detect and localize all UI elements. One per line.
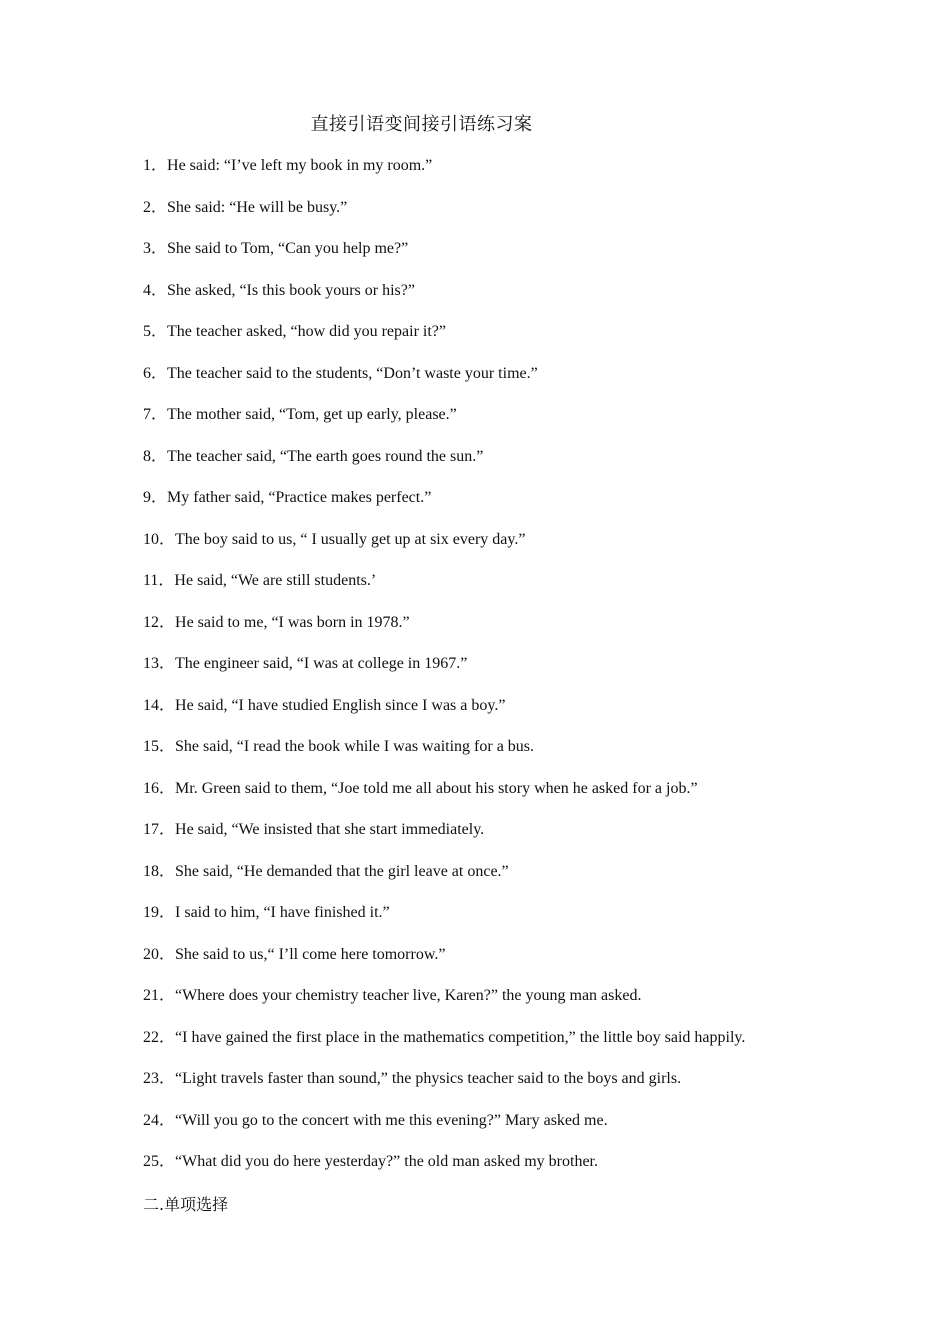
list-item (143, 155, 903, 197)
section-heading: 二.单项选择 (143, 1195, 229, 1214)
item-number: 15 ． (143, 736, 175, 758)
item-text: The teacher asked, “how did you repair it?” (167, 323, 446, 340)
item-text: “I have gained the first place in the mathematics competition,” the little boy said happily. (175, 1028, 746, 1046)
list-item (143, 487, 903, 529)
item-number: 25 ． (143, 1151, 175, 1173)
item-text: “Will you go to the concert with me this evening?” Mary asked me. (175, 1111, 608, 1129)
list-item (143, 446, 903, 488)
list-item (143, 1068, 903, 1110)
list-item (143, 902, 903, 944)
item-number: 6 ． (143, 363, 167, 385)
item-number: 10 ． (143, 529, 175, 551)
exercise-list (143, 155, 903, 1193)
item-number: 21 ． (143, 985, 175, 1007)
item-number: 22 ． (143, 1027, 175, 1049)
list-item (143, 695, 903, 737)
item-number: 17 ． (143, 819, 175, 841)
item-number: 14 ． (143, 695, 175, 717)
item-number: 20 ． (143, 944, 175, 966)
item-text: I said to him, “I have finished it.” (175, 904, 390, 921)
item-text: The boy said to us, “ I usually get up at six every day.” (175, 530, 526, 548)
item-text: The engineer said, “I was at college in 1967.” (175, 655, 468, 672)
item-text: The mother said, “Tom, get up early, please.” (167, 406, 457, 423)
item-number: 11 ． (143, 570, 174, 592)
item-number: 12 ． (143, 612, 175, 634)
item-number: 3 ． (143, 238, 167, 260)
item-text: “Where does your chemistry teacher live, Karen?” the young man asked. (175, 987, 642, 1004)
list-item (143, 1110, 903, 1152)
item-text: The teacher said, “The earth goes round the sun.” (167, 447, 484, 465)
item-text: He said, “I have studied English since I was a boy.” (175, 696, 506, 714)
item-number: 23 ． (143, 1068, 175, 1090)
list-item (143, 653, 903, 695)
item-number: 1 ． (143, 155, 167, 177)
list-item (143, 529, 903, 571)
page-title: 直接引语变间接引语练习案 (310, 114, 533, 135)
item-text: The teacher said to the students, “Don’t waste your time.” (167, 364, 538, 382)
item-text: My father said, “Practice makes perfect.” (167, 489, 432, 506)
list-item (143, 778, 903, 820)
list-item (143, 280, 903, 322)
item-text: She asked, “Is this book yours or his?” (167, 281, 415, 299)
list-item (143, 404, 903, 446)
list-item (143, 819, 903, 861)
list-item (143, 363, 903, 405)
item-text: “What did you do here yesterday?” the old man asked my brother. (175, 1153, 598, 1170)
list-item (143, 197, 903, 239)
item-text: He said, “We are still students.’ (174, 572, 377, 589)
item-text: She said to us,“ I’ll come here tomorrow.” (175, 945, 446, 963)
item-text: “Light travels faster than sound,” the physics teacher said to the boys and girls. (175, 1070, 682, 1087)
item-number: 4 ． (143, 280, 167, 302)
list-item (143, 736, 903, 778)
item-number: 2 ． (143, 197, 167, 219)
list-item (143, 1151, 903, 1193)
item-text: Mr. Green said to them, “Joe told me all about his story when he asked for a job.” (175, 779, 698, 797)
item-text: He said to me, “I was born in 1978.” (175, 613, 410, 631)
item-number: 19 ． (143, 902, 175, 924)
item-number: 16 ． (143, 778, 175, 800)
list-item (143, 944, 903, 986)
item-number: 9 ． (143, 487, 167, 509)
item-text: She said: “He will be busy.” (167, 198, 348, 216)
item-text: He said: “I’ve left my book in my room.” (167, 157, 433, 174)
item-number: 13 ． (143, 653, 175, 675)
list-item (143, 321, 903, 363)
list-item (143, 570, 903, 612)
item-number: 5 ． (143, 321, 167, 343)
item-number: 24 ． (143, 1110, 175, 1132)
list-item (143, 612, 903, 654)
item-text: He said, “We insisted that she start immediately. (175, 821, 485, 838)
list-item (143, 238, 903, 280)
list-item (143, 861, 903, 903)
item-text: She said to Tom, “Can you help me?” (167, 240, 409, 257)
item-text: She said, “I read the book while I was waiting for a bus. (175, 738, 535, 755)
item-text: She said, “He demanded that the girl leave at once.” (175, 862, 509, 880)
item-number: 7 ． (143, 404, 167, 426)
list-item (143, 985, 903, 1027)
item-number: 8 ． (143, 446, 167, 468)
item-number: 18 ． (143, 861, 175, 883)
list-item (143, 1027, 903, 1069)
